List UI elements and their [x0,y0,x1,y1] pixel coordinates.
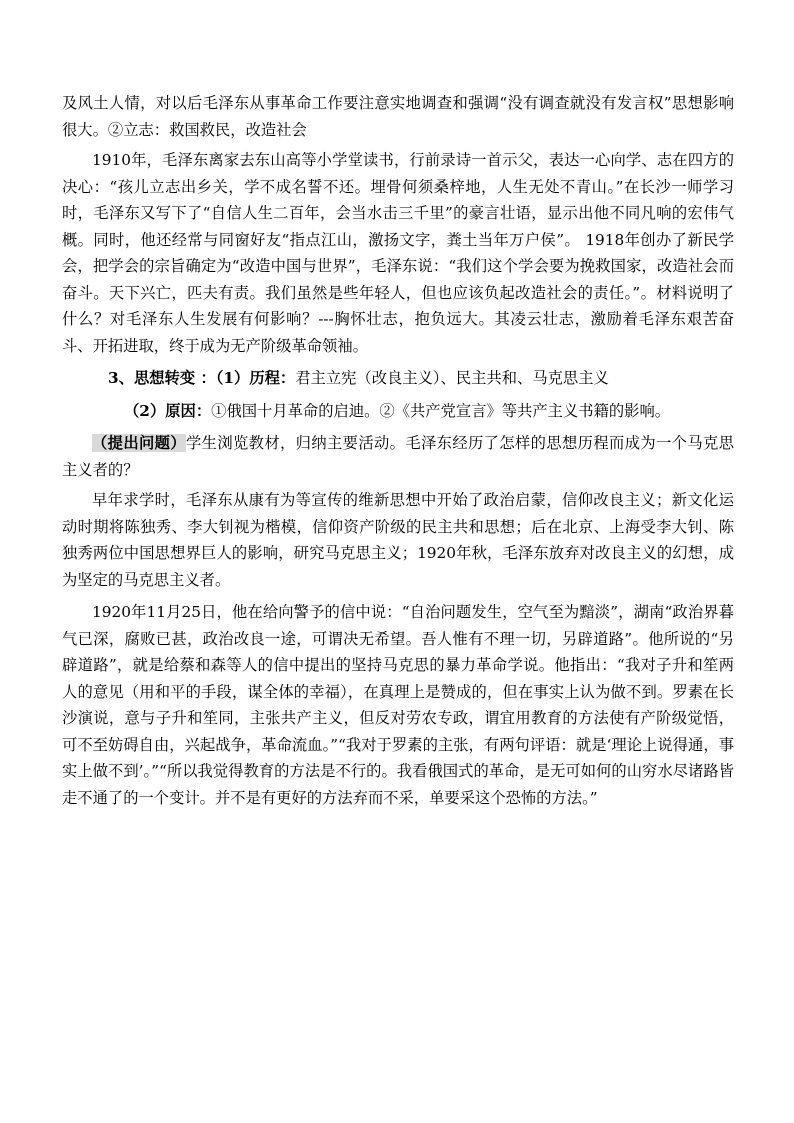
paragraph-3 [62,365,734,392]
reasons-text: ①俄国十月革命的启迪。②《共产党宣言》等共产主义书籍的影响。 [211,401,671,420]
question-text: 学生浏览教材，归纳主要活动。毛泽东经历了怎样的思想历程而成为一个马克思主义者的？ [62,434,734,479]
paragraph-2: 1910年，毛泽东离家去东山高等小学堂读书，行前录诗一首示父，表达一心向学、志在四方的决心：“孩儿立志出乡关，学不成名誓不还。埋骨何须桑梓地，人生无处不青山。”在长沙一师学习时，毛泽东又写下了“自信人生二百年，会当水击三千里”的豪言壮语，显示出他不同凡响的宏伟气概。同时，他还经常与同窗好友“指点江山，激扬文字，粪土当年万户侯”。 1918年创办了新民学会，把学会的宗旨确定为“改造中国与世界”，毛泽东说：“我们这个学会要为挽救国家，改造社会而奋斗。天下兴亡，匹夫有责。我们虽然是些年轻人，但也应该负起改造社会的责任。”。材料说明了什么？对毛泽东人生发展有何影响？---胸怀壮志，抱负远大。其凌云壮志，激励着毛泽东艰苦奋斗、开拓进取，终于成为无产阶级革命领袖。 [62,151,734,355]
paragraph-6: 早年求学时，毛泽东从康有为等宣传的维新思想中开始了政治启蒙，信仰改良主义；新文化运动时期将陈独秀、李大钊视为楷模，信仰资产阶级的民主共和思想；后在北京、上海受李大钊、陈独秀两位中国思想界巨人的影响，研究马克思主义；1920年秋，毛泽东放弃对改良主义的幻想，成为坚定的马克思主义者。 [62,491,734,589]
question-label: （提出问题） [92,434,187,452]
paragraph-4 [62,398,734,425]
section-heading-text: 君主立宪（改良主义）、民主共和、马克思主义 [295,369,609,387]
paragraph-7: 1920年11月25日，他在给向警予的信中说：“自治问题发生，空气至为黯淡”，湖南“政治界暮气已深，腐败已甚，政治改良一途，可谓决无希望。吾人惟有不理一切，另辟道路”。他所说的“另辟道路”，就是给蔡和森等人的信中提出的坚持马克思的暴力革命学说。他指出：“我对子升和笙两人的意见（用和平的手段，谋全体的幸福），在真理上是赞成的，但在事实上认为做不到。罗素在长沙演说，意与子升和笙同，主张共产主义，但反对劳农专政，谓宜用教育的方法使有产阶级觉悟，可不至妨碍自由，兴起战争，革命流血。”“我对于罗素的主张，有两句评语：就是‘理论上说得通，事实上做不到’。”“所以我觉得教育的方法是不行的。我看俄国式的革命，是无可如何的山穷水尽诸路皆走不通了的一个变计。并不是有更好的方法弃而不采，单要采这个恐怖的方法。” [62,603,734,807]
document-body [62,90,734,811]
paragraph-1: 及风土人情，对以后毛泽东从事革命工作要注意实地调查和强调“没有调查就没有发言权”思想影响很大。②立志：救国救民，改造社会 [62,94,734,139]
section-heading-label: 3、思想转变 ：（1）历程： [108,369,296,387]
reasons-label: （2）原因： [124,401,212,420]
paragraph-5 [62,430,734,483]
